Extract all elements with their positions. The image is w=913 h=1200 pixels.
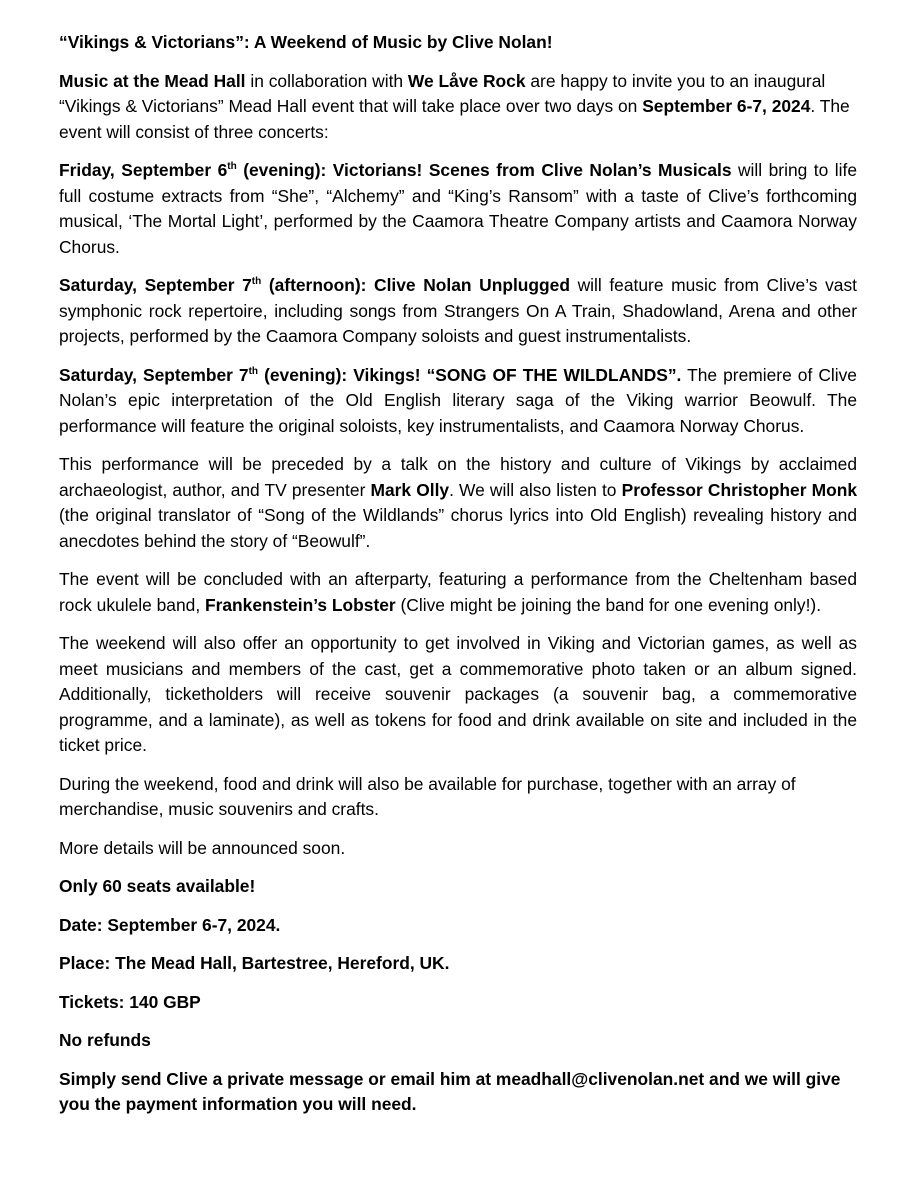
intro-paragraph: Music at the Mead Hall in collaboration with We Låve Rock are happy to invite you to an inaugural “Vikings & Victorians” Mead Hall event that will take place over two days on September 6-7, 2024. The event will consist of three concerts: <box>59 70 850 142</box>
weekend-paragraph: The weekend will also offer an opportunity to get involved in Viking and Victorian games, as well as meet musicians and members of the cast, get a commemorative photo taken or an album signed. Additionally, ticketholders will receive souvenir packages (a souvenir bag, a commemorative programme, and a laminate), as well as tokens for food and drink available on site and included in the ticket price. <box>59 633 857 755</box>
concert-saturday-evening: Saturday, September 7th (evening): Vikings! “SONG OF THE WILDLANDS”. The premiere of Clive Nolan’s epic interpretation of the Old English literary saga of the Viking warrior Beowulf. The performance will feature the original soloists, key instrumentalists, and Caamora Norway Chorus. <box>59 364 857 436</box>
organizer-2: We Låve Rock <box>407 70 526 91</box>
seats-line: Only 60 seats available! <box>59 876 256 896</box>
food-paragraph: During the weekend, food and drink will also be available for purchase, together with an array of merchandise, music souvenirs and crafts. <box>59 773 796 819</box>
event-dates: September 6-7, 2024 <box>642 96 811 116</box>
contact-paragraph: Simply send Clive a private message or email him at meadhall@clivenolan.net and we will give you the payment information you will need. <box>59 1068 841 1114</box>
afterparty-paragraph: The event will be concluded with an afterparty, featuring a performance from the Cheltenham based rock ukulele band, Frankenstein’s Lobster (Clive might be joining the band for one evening only!). <box>59 569 857 615</box>
organizer-1: Music at the Mead Hall <box>59 70 246 91</box>
speaker-name: Mark Olly <box>370 479 450 500</box>
refunds-line: No refunds <box>59 1030 151 1050</box>
concert-heading: Saturday, September 7th (evening): Vikings! “SONG OF THE WILDLANDS”. <box>59 364 682 385</box>
talk-paragraph: This performance will be preceded by a talk on the history and culture of Vikings by acclaimed archaeologist, author, and TV presenter Mark Olly. We will also listen to Professor Christopher Monk (the original translator of “Song of the Wildlands” chorus lyrics into Old English) revealing history and anecdotes behind the story of “Beowulf”. <box>59 454 857 551</box>
event-title: “Vikings & Victorians”: A Weekend of Music by Clive Nolan! <box>59 32 553 52</box>
concert-heading: Friday, September 6th (evening): Victorians! Scenes from Clive Nolan’s Musicals <box>59 160 732 180</box>
concert-saturday-afternoon: Saturday, September 7th (afternoon): Clive Nolan Unplugged will feature music from Clive’s vast symphonic rock repertoire, including songs from Strangers On A Train, Shadowland, Arena and other projects, performed by the Caamora Company soloists and guest instrumentalists. <box>59 275 857 346</box>
band-name: Frankenstein’s Lobster <box>204 594 396 615</box>
speaker-name: Professor Christopher Monk <box>621 479 857 500</box>
place-line: Place: The Mead Hall, Bartestree, Hereford, UK. <box>59 953 450 973</box>
more-details: More details will be announced soon. <box>59 837 346 858</box>
tickets-line: Tickets: 140 GBP <box>59 991 201 1012</box>
concert-heading: Saturday, September 7th (afternoon): Clive Nolan Unplugged <box>59 275 570 295</box>
concert-friday: Friday, September 6th (evening): Victorians! Scenes from Clive Nolan’s Musicals will bring to life full costume extracts from “She”, “Alchemy” and “King’s Ransom” with a taste of Clive’s forthcoming musical, ‘The Mortal Light’, performed by the Caamora Theatre Company artists and Caamora Norway Chorus. <box>59 160 858 257</box>
date-line: Date: September 6-7, 2024. <box>59 914 281 935</box>
